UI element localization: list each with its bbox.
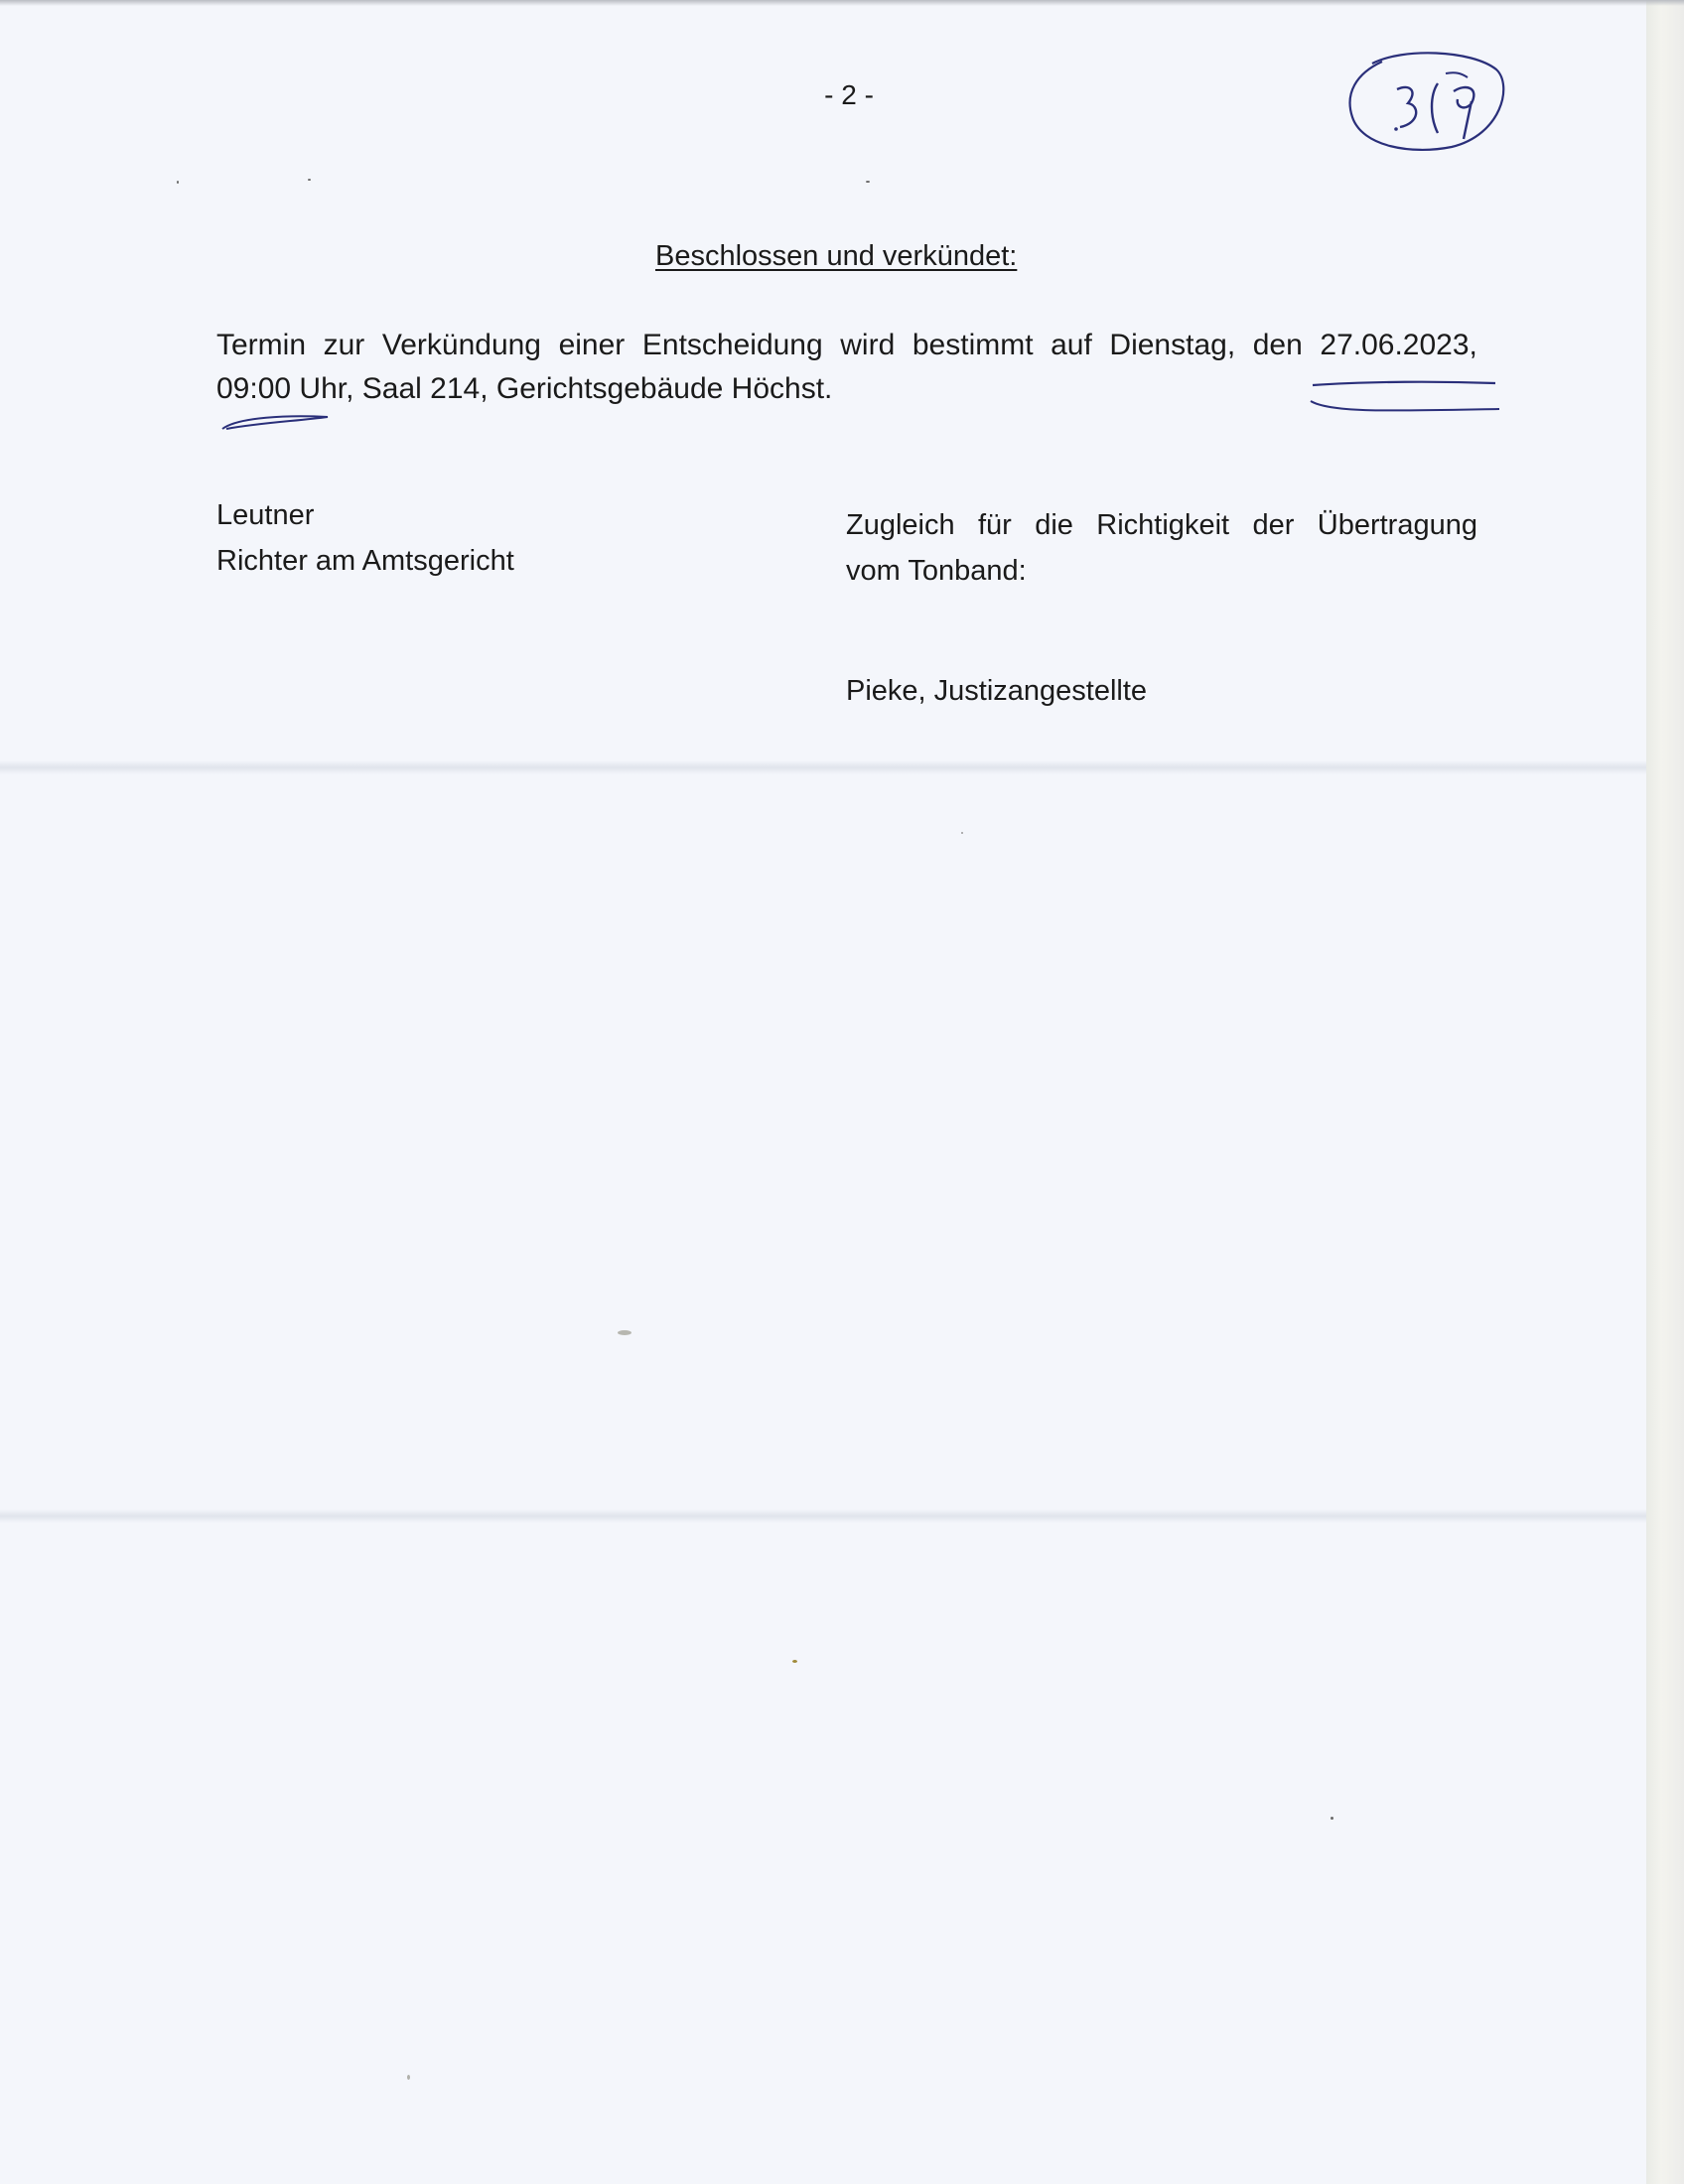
word: zur (323, 329, 365, 361)
scan-speck (961, 832, 963, 834)
judge-name: Leutner (216, 499, 315, 531)
certification-block (846, 502, 1477, 594)
word: wird (840, 329, 896, 361)
page-number: - 2 - (824, 79, 874, 110)
word: Richtigkeit (1096, 509, 1230, 541)
scan-speck (792, 1660, 797, 1663)
paper-fold-upper (0, 760, 1646, 774)
resolution-heading: Beschlossen und verkündet: (655, 240, 1018, 272)
hearing-date: 27.06.2023, (1320, 329, 1477, 361)
paper-fold-lower (0, 1509, 1646, 1523)
scan-speck (866, 181, 870, 183)
folio-circle-icon (1342, 44, 1511, 161)
scan-speck (308, 179, 311, 181)
word: auf (1051, 329, 1092, 361)
scan-speck (407, 2075, 410, 2080)
scan-speck (177, 181, 179, 184)
scan-edge (1646, 0, 1684, 2184)
handwritten-folio-mark (1342, 44, 1511, 161)
judge-title: Richter am Amtsgericht (216, 545, 514, 577)
word: Zugleich (846, 509, 955, 541)
word: Dienstag, (1109, 329, 1236, 361)
word: bestimmt (912, 329, 1034, 361)
scan-speck (1331, 1817, 1333, 1820)
decision-line-1 (216, 324, 1477, 367)
word: für (978, 509, 1012, 541)
word: der (1252, 509, 1295, 541)
decision-paragraph (216, 324, 1477, 411)
certification-line-2: vom Tonband: (846, 555, 1027, 587)
word: Übertragung (1317, 509, 1477, 541)
word: den (1252, 329, 1303, 361)
word: Entscheidung (641, 329, 823, 361)
word: Verkündung (381, 329, 541, 361)
judge-block (216, 492, 514, 584)
decision-line-2: 09:00 Uhr, Saal 214, Gerichtsgebäude Höchst. (216, 372, 833, 405)
scan-speck (618, 1330, 632, 1335)
scan-top-shadow (0, 0, 1684, 6)
word: einer (558, 329, 626, 361)
clerk-signature: Pieke, Justizangestellte (846, 675, 1148, 707)
word: Termin (216, 329, 307, 361)
word: die (1035, 509, 1073, 541)
certification-line-1 (846, 502, 1477, 548)
